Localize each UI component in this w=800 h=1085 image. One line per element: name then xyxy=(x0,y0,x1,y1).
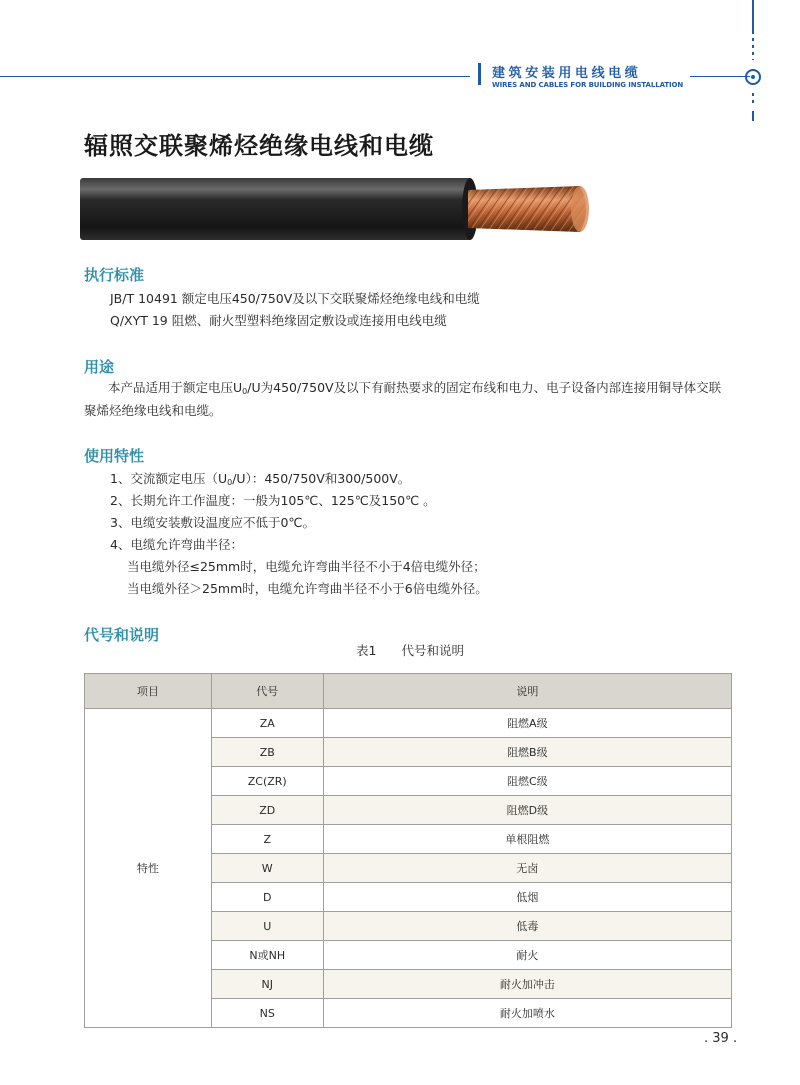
margin-dots-bottom xyxy=(752,93,754,107)
table-cell-description: 阻燃A级 xyxy=(323,709,731,738)
header-title-cn: 建筑安装用电线电缆 xyxy=(492,66,642,81)
margin-bar-top xyxy=(752,0,754,34)
features-heading: 使用特性 xyxy=(84,447,145,465)
cable-jacket xyxy=(80,178,472,240)
codes-table xyxy=(84,673,732,1028)
table-cell-code: N或NH xyxy=(211,941,323,970)
table-cell-description: 单根阻燃 xyxy=(323,825,731,854)
table-cell-description: 耐火 xyxy=(323,941,731,970)
table-cell-code: NJ xyxy=(211,970,323,999)
table-cell-code: NS xyxy=(211,999,323,1028)
header-title-en: WIRES AND CABLES FOR BUILDING INSTALLATION xyxy=(492,81,684,89)
table-cell-code: U xyxy=(211,912,323,941)
table-cell-description: 低毒 xyxy=(323,912,731,941)
usage-line-1: 本产品适用于额定电压$U_0/U$为450/750V及以下有耐热要求的固定布线和电力、电子设备内部连接用铜导体交联 xyxy=(108,380,722,396)
table-cell-code: W xyxy=(211,854,323,883)
feature-item-4-sub-2: 当电缆外径＞25mm时，电缆允许弯曲半径不小于6倍电缆外径。 xyxy=(127,581,488,596)
margin-bar-bottom xyxy=(752,111,754,121)
table-cell-code: ZB xyxy=(211,738,323,767)
table-cell-code: ZD xyxy=(211,796,323,825)
feature-item-2: 2、长期允许工作温度：一般为105℃、125℃及150℃ 。 xyxy=(110,493,436,508)
usage-line-2: 聚烯烃绝缘电线和电缆。 xyxy=(84,403,222,418)
page-title: 辐照交联聚烯烃绝缘电线和电缆 xyxy=(84,132,434,160)
header-description: 说明 xyxy=(323,674,731,709)
table-cell-description: 耐火加喷水 xyxy=(323,999,731,1028)
page-number: . 39 . xyxy=(704,1031,738,1046)
header-separator xyxy=(478,63,481,85)
header-item: 项目 xyxy=(85,674,212,709)
table-cell-item: 特性 xyxy=(85,709,212,1028)
feature-item-3: 3、电缆安装敷设温度应不低于0℃。 xyxy=(110,515,315,530)
standards-heading: 执行标准 xyxy=(84,266,145,284)
feature-item-1: 1、交流额定电压$(U_0/U)$：450/750V和300/500V。 xyxy=(110,471,411,487)
codes-heading: 代号和说明 xyxy=(84,626,160,644)
table-cell-description: 阻燃D级 xyxy=(323,796,731,825)
standard-line-2: Q/XYT 19 阻燃、耐火型塑料绝缘固定敷设或连接用电线电缆 xyxy=(110,313,447,328)
table-cell-description: 阻燃C级 xyxy=(323,767,731,796)
table-cell-description: 无卤 xyxy=(323,854,731,883)
table-cell-description: 耐火加冲击 xyxy=(323,970,731,999)
standard-line-1: JB/T 10491 额定电压450/750V及以下交联聚烯烃绝缘电线和电缆 xyxy=(110,291,480,306)
table-cell-code: ZA xyxy=(211,709,323,738)
table-cell-description: 阻燃B级 xyxy=(323,738,731,767)
table-row xyxy=(85,709,732,738)
table-cell-code: D xyxy=(211,883,323,912)
header-rule-left xyxy=(0,76,470,77)
table-header-row xyxy=(85,674,732,709)
table-cell-code: ZC(ZR) xyxy=(211,767,323,796)
feature-item-4-sub-1: 当电缆外径≤25mm时，电缆允许弯曲半径不小于4倍电缆外径； xyxy=(127,559,486,574)
table-cell-description: 低烟 xyxy=(323,883,731,912)
table-caption: 表1 代号和说明 xyxy=(356,643,464,658)
table-cell-code: Z xyxy=(211,825,323,854)
target-circle-icon xyxy=(745,69,761,85)
header-code: 代号 xyxy=(211,674,323,709)
usage-heading: 用途 xyxy=(84,358,115,376)
cable-product-image xyxy=(80,174,600,248)
feature-item-4: 4、电缆允许弯曲半径： xyxy=(110,537,243,552)
header-rule-right xyxy=(690,76,750,77)
margin-dots-top xyxy=(752,38,754,60)
